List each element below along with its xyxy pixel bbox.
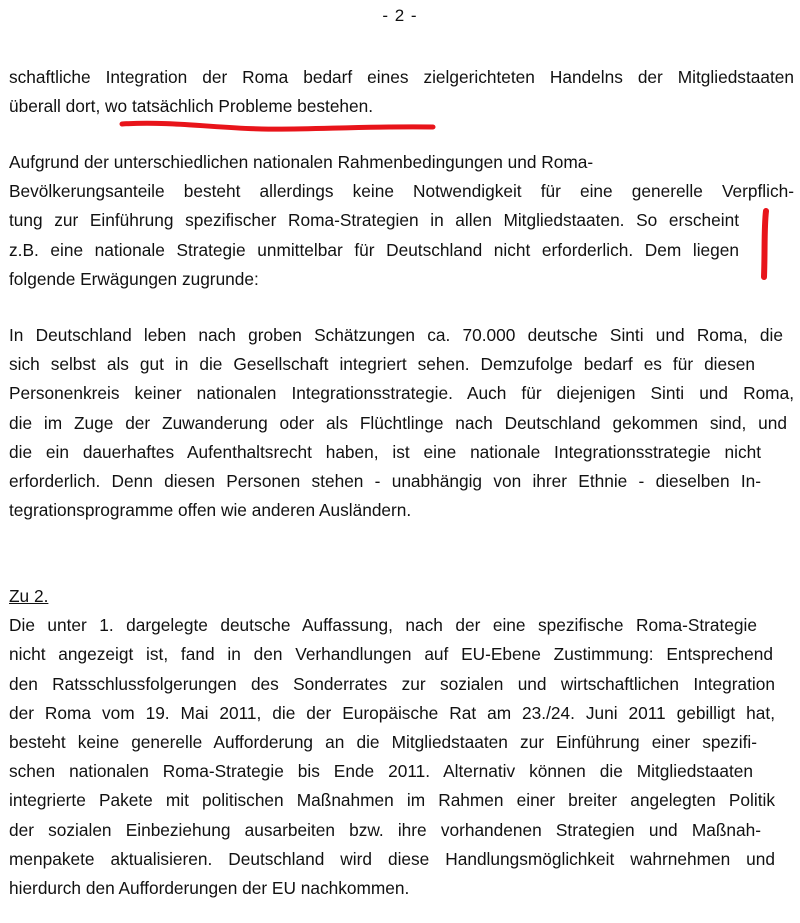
- paragraph-continuation: [9, 63, 794, 121]
- paragraph-germany-sinti-roma: [9, 321, 794, 525]
- section-heading: Zu 2.: [9, 586, 49, 606]
- text-line: schaftliche Integration der Roma bedarf eines zielgerichteten Handelns der Mitgliedstaaten: [9, 67, 794, 87]
- text-line: nicht angezeigt ist, fand in den Verhandlungen auf EU-Ebene Zustimmung: Entsprechend: [9, 644, 773, 665]
- text-line: Aufgrund der unterschiedlichen nationalen Rahmenbedingungen und Roma-: [9, 152, 594, 172]
- text-line: besteht keine generelle Aufforderung an die Mitgliedstaaten zur Einführung einer spezifi-: [9, 732, 757, 753]
- red-underline-mark: [122, 123, 433, 129]
- text-line: Die unter 1. dargelegte deutsche Auffassung, nach der eine spezifische Roma-Strategie: [9, 615, 757, 636]
- text-line: menpakete aktualisieren. Deutschland wird diese Handlungsmöglichkeit wahrnehmen und: [9, 848, 775, 869]
- text-line: der Roma vom 19. Mai 2011, die der Europäische Rat am 23./24. Juni 2011 gebilligt hat,: [9, 702, 775, 723]
- text-line: z.B. eine nationale Strategie unmittelbar für Deutschland nicht erforderlich. Dem liegen: [9, 239, 739, 260]
- text-line: erforderlich. Denn diesen Personen stehen - unabhängig von ihrer Ethnie - dieselben In-: [9, 471, 761, 492]
- text-line: die im Zuge der Zuwanderung oder als Flüchtlinge nach Deutschland gekommen sind, und: [9, 412, 787, 433]
- text-line: tegrationsprogramme offen wie anderen Ausländern.: [9, 500, 412, 521]
- text-line: tung zur Einführung spezifischer Roma-Strategien in allen Mitgliedstaaten. So erscheint: [9, 210, 739, 231]
- section-zu-2: [9, 582, 794, 903]
- text-line: integrierte Pakete mit politischen Maßnahmen im Rahmen einer breiter angelegten Politik: [9, 790, 775, 811]
- text-line: Personenkreis keiner nationalen Integrationsstrategie. Auch für diejenigen Sinti und Roma,: [9, 383, 794, 404]
- text-line: die ein dauerhaftes Aufenthaltsrecht haben, ist eine nationale Integrationsstrategie nicht: [9, 441, 761, 462]
- text-line: überall dort, wo tatsächlich Probleme bestehen.: [9, 96, 374, 117]
- text-line: den Ratsschlussfolgerungen des Sonderrates zur sozialen und wirtschaftlichen Integration: [9, 673, 775, 694]
- text-line: der sozialen Einbeziehung ausarbeiten bzw. ihre vorhandenen Strategien und Maßnah-: [9, 819, 761, 840]
- page-number: - 2 -: [382, 6, 418, 25]
- text-line: Bevölkerungsanteile besteht allerdings keine Notwendigkeit für eine generelle Verpflich-: [9, 181, 794, 202]
- text-line: sich selbst als gut in die Gesellschaft integriert sehen. Demzufolge bedarf es für diesen: [9, 354, 755, 375]
- paragraph-framework-conditions: [9, 148, 794, 294]
- text-line: In Deutschland leben nach groben Schätzungen ca. 70.000 deutsche Sinti und Roma, die: [9, 325, 783, 345]
- text-line: folgende Erwägungen zugrunde:: [9, 268, 259, 289]
- text-line: hierdurch den Aufforderungen der EU nachkommen.: [9, 878, 410, 899]
- text-line: schen nationalen Roma-Strategie bis Ende 2011. Alternativ können die Mitgliedstaaten: [9, 761, 753, 782]
